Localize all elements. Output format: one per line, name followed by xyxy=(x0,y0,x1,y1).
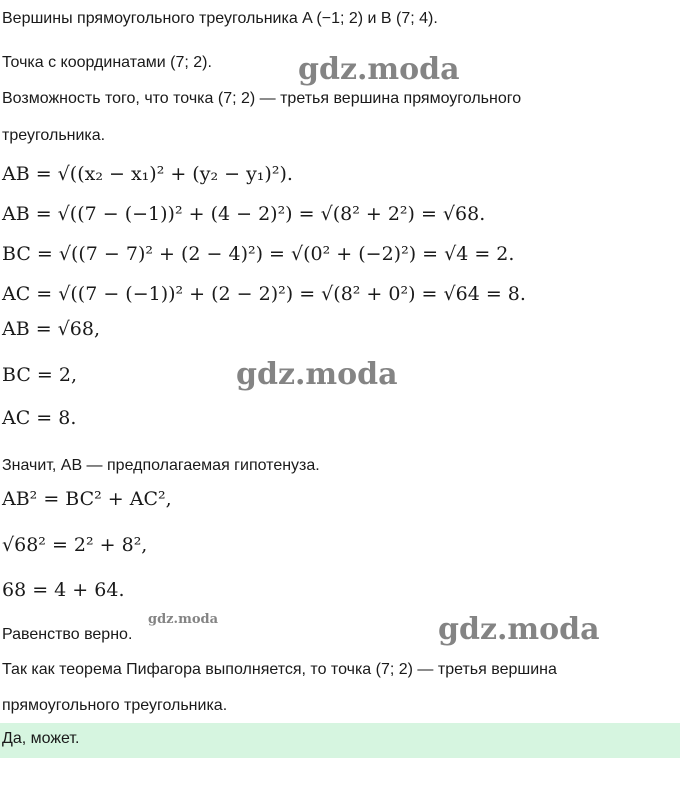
text-line-vertices: Вершины прямоугольного треугольника A (−1; 2) и B (7; 4). xyxy=(2,10,438,27)
watermark-top: gdz.moda xyxy=(298,52,460,87)
text-line-conclusion-2: прямоугольного треугольника. xyxy=(2,697,228,714)
text-line-equality: Равенство верно. xyxy=(2,626,133,643)
text-line-hypotenuse: Значит, AB — предполагаемая гипотенуза. xyxy=(2,457,320,474)
formula-bc: BC = √((7 − 7)² + (2 − 4)²) = √(0² + (−2)²) = √4 = 2. xyxy=(2,243,515,265)
formula-ab: AB = √((7 − (−1))² + (4 − 2)²) = √(8² + 2²) = √68. xyxy=(2,203,486,225)
watermark-middle: gdz.moda xyxy=(236,357,398,392)
formula-ab-value: AB = √68, xyxy=(2,318,101,340)
answer-box xyxy=(0,723,680,758)
formula-bc-value: BC = 2, xyxy=(2,364,77,386)
answer-text: Да, может. xyxy=(2,730,80,747)
text-line-point: Точка с координатами (7; 2). xyxy=(2,54,212,71)
formula-check: 68 = 4 + 64. xyxy=(2,579,125,601)
text-line-triangle: треугольника. xyxy=(2,127,106,144)
formula-ac-value: AC = 8. xyxy=(2,407,77,429)
watermark-bottom: gdz.moda xyxy=(438,612,600,647)
formula-distance: AB = √((x₂ − x₁)² + (y₂ − y₁)²). xyxy=(2,163,293,185)
text-line-possibility: Возможность того, что точка (7; 2) — третья вершина прямоугольного xyxy=(2,90,522,107)
formula-ac: AC = √((7 − (−1))² + (2 − 2)²) = √(8² + 0²) = √64 = 8. xyxy=(2,283,526,305)
formula-pythagoras: AB² = BC² + AC², xyxy=(2,488,172,510)
formula-substitution: √68² = 2² + 8², xyxy=(2,534,148,556)
watermark-small: gdz.moda xyxy=(148,612,219,627)
text-line-conclusion: Так как теорема Пифагора выполняется, то точка (7; 2) — третья вершина xyxy=(2,661,557,678)
